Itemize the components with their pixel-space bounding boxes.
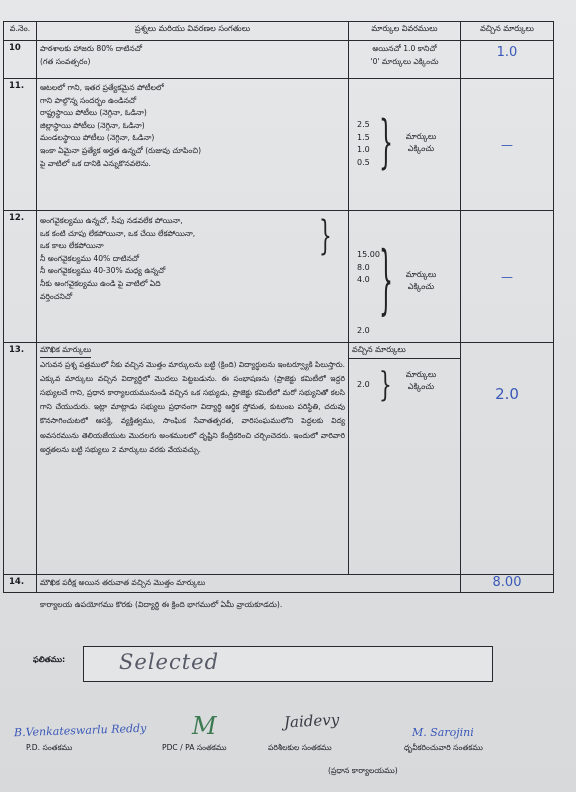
mark-value: 0.5 <box>357 157 370 167</box>
table-row <box>4 79 554 211</box>
row-text-line: నీ అంగవైకల్యము 40% దాటినచో <box>40 253 140 263</box>
awarded-marks-handwritten: — <box>501 137 513 152</box>
row-marks-details <box>349 211 461 343</box>
row-text-line: మౌఖిక పరీక్ష అయిన తరువాత వచ్చిన మొత్తం మార్కులు <box>40 578 206 587</box>
right-brace-icon: } <box>319 211 332 259</box>
row-paragraph: ఎగువన ప్రశ్న పత్రములో నీకు వచ్చిన మొత్తం మార్కులను బట్టి (క్రింది) విద్యార్థులను ఇంటర్వ్యూకి పిలుస్తారు. ఎక్కువ మార్కులు వచ్చిన విద్యార్థిలో మొదలు పెట్టబడును. ఈ సంభాషణను (ప్రాజెక్టు కమిటీలో ఇద్దరి సభ్యులచే గాని, ప్రధాన కార్యాలయమునుండి వచ్చిన ఒక సభ్యుడు, ప్రాజెక్టు కమిటీలో మరో సభ్యునితో కలసి గాని చేయుదురు. ఇట్లా మాట్లాడు సభ్యులు ప్రధానంగా విద్యార్థి ఆర్థిక స్తోమత, కుటుంబ పరిస్థితి, చదువు కొనసాగించుటలో ఆసక్తి, వ్యక్తిత్వము, సాంఘిక సేవాతత్పరత, వారిసంఘములోని పెద్దలకు విద్య అవసరమును తెలియజేయుట మొదలగు అంశములలో దృష్టిని కేంద్రీకరించి చర్చించెదరు. ఇందులో వారివారి అర్హతలను బట్టి సభ్యులు 2 మార్కులు వరకు వేయవచ్చు. <box>40 359 345 454</box>
row-text-line: నీ అంగవైకల్యము 40-30% మధ్య ఉన్నచో <box>40 266 166 276</box>
signature-label: P.D. సంతకము <box>26 743 73 752</box>
total-marks-handwritten: 8.00 <box>492 575 522 590</box>
row-text-line: ఆటలలో గాని, ఇతర ప్రత్యేకమైన పోటీలలో <box>40 83 164 92</box>
row-description <box>37 343 349 575</box>
row-description <box>37 79 349 211</box>
row-number: 14. <box>4 575 37 593</box>
awarded-marks-handwritten: 1.0 <box>496 45 518 60</box>
mark-value: 2.0 <box>357 326 370 335</box>
row-text-line: జిల్లాస్థాయి పోటీలు (నెగ్గినా, ఓడినా) <box>40 120 145 130</box>
row-awarded <box>461 79 554 211</box>
row-marks-details <box>349 79 461 211</box>
row-number: 10 <box>4 41 37 79</box>
mark-value: 4.0 <box>357 275 370 285</box>
signature-label: PDC / PA సంతకము <box>162 743 227 752</box>
mark-value: 1.5 <box>357 132 370 142</box>
row-number: 12. <box>4 211 37 343</box>
brace-label: మార్కులు ఎక్కించు <box>405 132 437 153</box>
mark-value: 2.0 <box>357 380 370 389</box>
right-brace-icon: } <box>379 363 392 405</box>
marks-table <box>3 21 554 593</box>
row-description <box>37 41 349 79</box>
signature-label: పరిశీలకుల సంతకము <box>268 743 332 752</box>
right-brace-icon: } <box>379 240 393 326</box>
row-title: మౌఖిక మార్కులు <box>40 344 91 358</box>
signature-label: ధృవీకరించువారి సంతకము <box>404 743 483 752</box>
table-row <box>4 41 554 79</box>
row-awarded <box>461 211 554 343</box>
result-box <box>83 646 493 682</box>
row-text-line: ఒక కాలు లేకపోయినా <box>40 241 104 251</box>
signature-verifier: M. Sarojini <box>412 726 474 739</box>
table-row <box>4 211 554 343</box>
signature-pdc: M <box>192 712 217 740</box>
row-number: 11. <box>4 79 37 211</box>
row-text-line: వర్తించనిచో <box>40 291 73 301</box>
row-description <box>37 211 349 343</box>
result-label: ఫలితము: <box>33 655 66 664</box>
row-marks-details <box>349 343 461 575</box>
signature-pd: B.Venkateswarlu Reddy <box>13 721 147 740</box>
marks-subheader: వచ్చిన మార్కులు <box>349 343 460 359</box>
row-awarded <box>461 575 554 593</box>
brace-label: మార్కులు ఎక్కించు <box>405 370 437 391</box>
row-awarded <box>461 41 554 79</box>
col-header-sno: వ.నెం. <box>4 22 37 41</box>
awarded-marks-handwritten: 2.0 <box>495 385 519 403</box>
mark-value: 8.0 <box>357 262 370 272</box>
row-description <box>37 575 461 593</box>
brace-label: మార్కులు ఎక్కించు <box>405 270 437 291</box>
row-marks-details <box>349 41 461 79</box>
signature-examiner: Jaidevy <box>283 710 340 732</box>
row-text-line: (గత సంవత్సరం) <box>40 56 91 66</box>
office-use-note: కార్యాలయ ఉపయోగము కొరకు (విద్యార్థి ఈ క్రింది భాగములో ఏమీ వ్రాయకూడదు). <box>40 600 283 609</box>
table-row <box>4 575 554 593</box>
row-text-line: పై వాటిలో ఒక దానికి ఎన్నుకొనవలెను. <box>40 158 151 168</box>
marks-detail-line: '0' మార్కులు ఎక్కించు <box>370 56 439 66</box>
table-row <box>4 343 554 575</box>
head-office-label: (ప్రధాన కార్యాలయము) <box>328 766 398 775</box>
row-text-line: మండలస్థాయి పోటీలు (నెగ్గినా, ఓడినా) <box>40 133 155 143</box>
awarded-marks-handwritten: — <box>501 269 513 284</box>
col-header-items: ప్రశ్నలు మరియు వివరణల సంగతులు <box>37 22 349 41</box>
mark-value: 2.5 <box>357 120 370 129</box>
row-text-line: పాఠశాలకు హాజరు 80% దాటినచో <box>40 44 143 53</box>
row-text-line: ఇంకా ఏమైనా ప్రత్యేక అర్హత ఉన్నచో (రుజువు చూపించి) <box>40 145 202 155</box>
mark-value: 15.00 <box>357 250 380 259</box>
row-text-line: రాష్ట్రస్థాయి పోటీలు (నెగ్గినా, ఓడినా) <box>40 108 147 118</box>
col-header-details: మార్కుల వివరములు <box>349 22 461 41</box>
row-text-line: అంగవైకల్యము ఉన్నచో, సీపు నడవలేక పోయినా, <box>40 216 183 225</box>
marks-detail-line: అయినచో 1.0 కానిచో <box>372 44 437 53</box>
row-text-line: నీకు అంగవైకల్యము ఉండి పై వాటిలో ఏది <box>40 278 161 288</box>
col-header-awarded: వచ్చిన మార్కులు <box>461 22 554 41</box>
mark-value: 1.0 <box>357 145 370 155</box>
table-header-row <box>4 22 554 41</box>
row-number: 13. <box>4 343 37 575</box>
row-text-line: గాని పాల్గొన్న సందర్భం ఉండినచో <box>40 95 137 105</box>
right-brace-icon: } <box>379 111 393 177</box>
result-value-handwritten: Selected <box>119 650 220 674</box>
row-awarded <box>461 343 554 575</box>
row-text-line: ఒక కంటి చూపు లేకపోయినా, ఒక చేయి లేకపోయినా, <box>40 228 196 238</box>
